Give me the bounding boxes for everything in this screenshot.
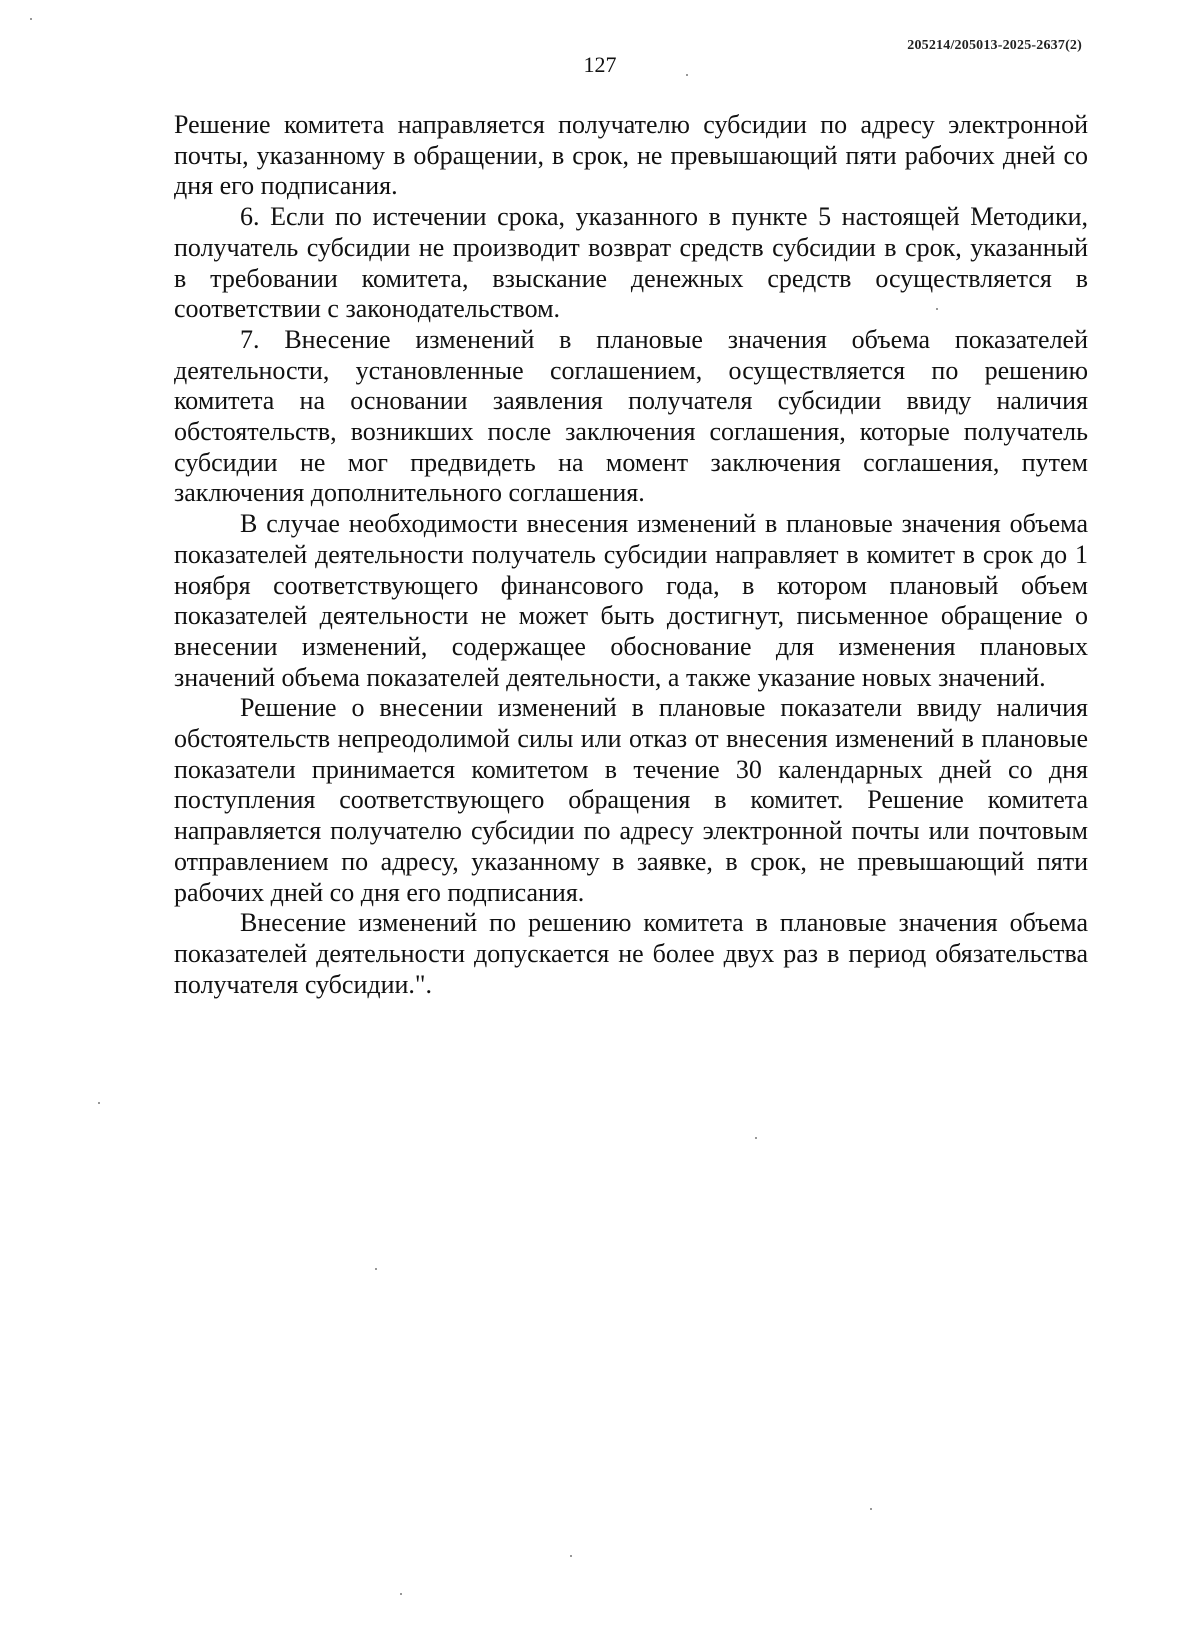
- scan-speck: [755, 1137, 757, 1139]
- page-number: 127: [583, 52, 617, 77]
- scan-speck: [400, 1593, 402, 1595]
- paragraph-continuation: Решение комитета направляется получателю субсидии по адресу электронной почты, указанному в обращении, в срок, не превышающий пяти рабочих дней со дня его подписания.: [174, 110, 1088, 201]
- scan-speck: [570, 1555, 572, 1557]
- paragraph-item-6: 6. Если по истечении срока, указанного в пункте 5 настоящей Методики, получатель субсидии не производит возврат средств субсидии в срок, указанный в требовании комитета, взыскание денежных средств осуществляется в соответствии с законодательством.: [174, 202, 1088, 324]
- scan-speck: [30, 18, 32, 20]
- scan-speck: [686, 74, 688, 76]
- paragraph-change-limit: Внесение изменений по решению комитета в плановые значения объема показателей деятельности допускается не более двух раз в период обязательства получателя субсидии.".: [174, 908, 1088, 999]
- document-registration-number: 205214/205013-2025-2637(2): [907, 38, 1082, 53]
- scan-speck: [375, 1268, 377, 1270]
- paragraph-change-decision: Решение о внесении изменений в плановые показатели ввиду наличия обстоятельств непреодолимой силы или отказ от внесения изменений в плановые показатели принимается комитетом в течение 30 календарных дней со дня поступления соответствующего обращения в комитет. Решение комитета направляется получателю субсидии по адресу электронной почты или почтовым отправлением по адресу, указанному в заявке, в срок, не превышающий пяти рабочих дней со дня его подписания.: [174, 693, 1088, 907]
- scan-speck: [936, 308, 938, 310]
- scan-speck: [870, 1508, 872, 1510]
- document-body: [174, 110, 1088, 1000]
- scan-speck: [98, 1102, 100, 1104]
- paragraph-change-request: В случае необходимости внесения изменений в плановые значения объема показателей деятельности получатель субсидии направляет в комитет в срок до 1 ноября соответствующего финансового года, в котором плановый объем показателей деятельности не может быть достигнут, письменное обращение о внесении изменений, содержащее обоснование для изменения плановых значений объема показателей деятельности, а также указание новых значений.: [174, 509, 1088, 692]
- paragraph-item-7: 7. Внесение изменений в плановые значения объема показателей деятельности, установленные соглашением, осуществляется по решению комитета на основании заявления получателя субсидии ввиду наличия обстоятельств, возникших после заключения соглашения, которые получатель субсидии не мог предвидеть на момент заключения соглашения, путем заключения дополнительного соглашения.: [174, 324, 1088, 508]
